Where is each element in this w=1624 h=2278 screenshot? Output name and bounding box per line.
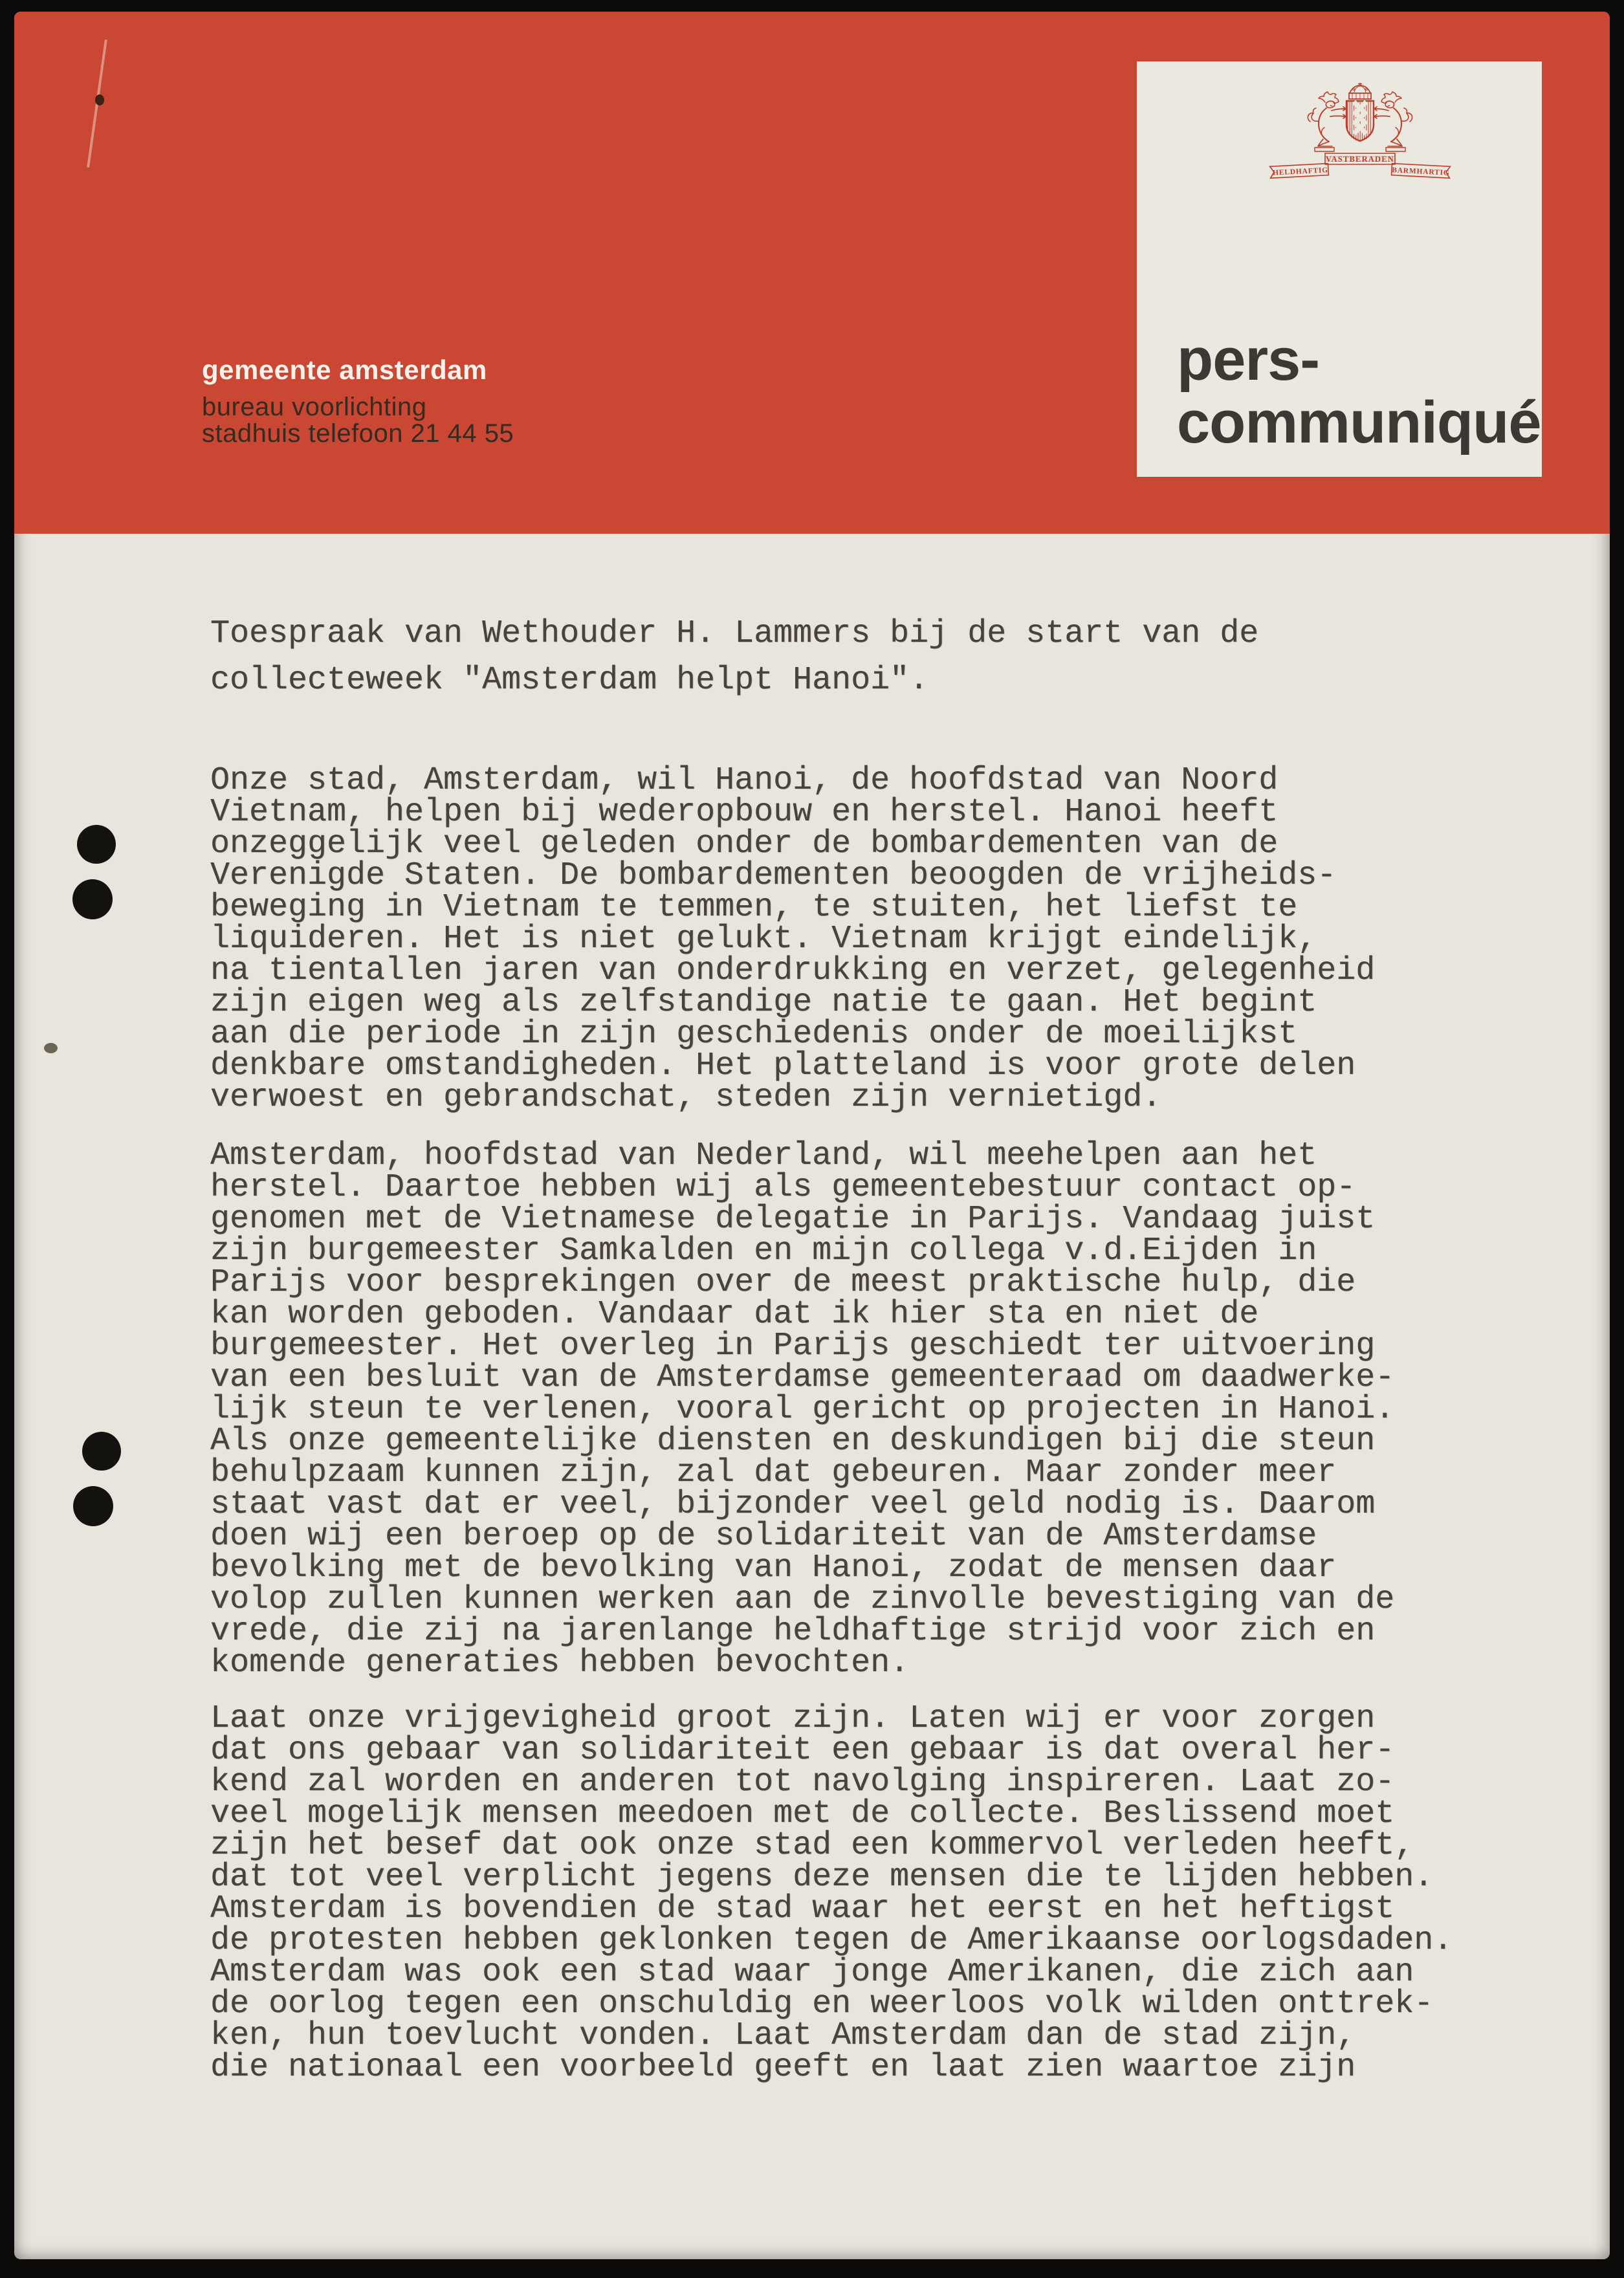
text-line: dat tot veel verplicht jegens deze mensen die te lijden hebben. — [210, 1859, 1434, 1896]
text-line: Laat onze vrijgevigheid groot zijn. Laten wij er voor zorgen — [210, 1700, 1376, 1737]
text-line: zijn burgemeester Samkalden en mijn collega v.d.Eijden in — [210, 1232, 1317, 1269]
text-line: lijk steun te verlenen, vooral gericht op projecten in Hanoi. — [210, 1391, 1395, 1428]
paper-speck — [44, 1043, 58, 1053]
text-line: vrede, die zij na jarenlange heldhaftige strijd voor zich en — [210, 1613, 1376, 1650]
document-type-label — [1177, 329, 1541, 454]
text-line: Verenigde Staten. De bombardementen beoogden de vrijheids- — [210, 857, 1337, 894]
text-line: na tientallen jaren van onderdrukking en verzet, gelegenheid — [210, 952, 1376, 989]
text-line: Amsterdam is bovendien de stad waar het eerst en het heftigst — [210, 1890, 1395, 1927]
text-line: behulpzaam kunnen zijn, zal dat gebeuren. Maar zonder meer — [210, 1454, 1337, 1491]
text-line: Amsterdam was ook een stad waar jonge Amerikanen, die zich aan — [210, 1954, 1414, 1991]
text-line: genomen met de Vietnamese delegatie in Parijs. Vandaag juist — [210, 1201, 1376, 1238]
text-line: zijn eigen weg als zelfstandige natie te gaan. Het begint — [210, 984, 1317, 1021]
text-line: staat vast dat er veel, bijzonder veel geld nodig is. Daarom — [210, 1486, 1376, 1523]
punch-hole — [77, 825, 116, 864]
text-line: denkbare omstandigheden. Het platteland is voor grote delen — [210, 1047, 1356, 1084]
org-name: gemeente amsterdam — [202, 355, 487, 385]
text-line: burgemeester. Het overleg in Parijs geschiedt ter uitvoering — [210, 1328, 1376, 1364]
document-title — [210, 611, 1258, 704]
motto-barmhartig: BARMHARTIG — [1391, 166, 1450, 177]
text-line: de protesten hebben geklonken tegen de Amerikaanse oorlogsdaden. — [210, 1922, 1453, 1959]
text-line: Vietnam, helpen bij wederopbouw en herstel. Hanoi heeft — [210, 794, 1278, 831]
text-line: beweging in Vietnam te temmen, te stuiten, het liefst te — [210, 889, 1298, 926]
text-line: de oorlog tegen een onschuldig en weerloos volk wilden onttrek- — [210, 1986, 1434, 2022]
text-line: kan worden geboden. Vandaar dat ik hier sta en niet de — [210, 1296, 1259, 1333]
punch-hole — [82, 1432, 121, 1471]
text-line: Toespraak van Wethouder H. Lammers bij de start van de — [210, 615, 1259, 652]
paragraph-3 — [210, 1700, 1453, 2086]
text-line: ken, hun toevlucht vonden. Laat Amsterdam dan de stad zijn, — [210, 2017, 1356, 2054]
text-line: van een besluit van de Amsterdamse gemeenteraad om daadwerke- — [210, 1359, 1395, 1396]
paper — [14, 12, 1610, 2259]
text-line: Als onze gemeentelijke diensten en deskundigen bij die steun — [210, 1423, 1376, 1460]
punch-hole — [73, 1486, 113, 1526]
text-line: herstel. Daartoe hebben wij als gemeentebestuur contact op- — [210, 1169, 1356, 1206]
doc-type-line1: pers- — [1177, 327, 1319, 393]
press-release-label-box — [1137, 61, 1542, 477]
paragraph-1 — [210, 762, 1376, 1116]
text-line: Parijs voor besprekingen over de meest praktische hulp, die — [210, 1264, 1356, 1301]
text-line: aan die periode in zijn geschiedenis onder de moeilijkst — [210, 1016, 1298, 1053]
text-line: die nationaal een voorbeeld geeft en laat zien waartoe zijn — [210, 2049, 1356, 2086]
amsterdam-coat-of-arms-icon — [1263, 81, 1457, 194]
motto-heldhaftig: HELDHAFTIG — [1272, 166, 1329, 177]
text-line: zijn het besef dat ook onze stad een kommervol verleden heeft, — [210, 1827, 1414, 1864]
phone-line: stadhuis telefoon 21 44 55 — [202, 419, 514, 448]
text-line: verwoest en gebrandschat, steden zijn vernietigd. — [210, 1079, 1162, 1116]
letterhead — [202, 355, 514, 447]
text-line: komende generaties hebben bevochten. — [210, 1645, 910, 1681]
text-line: collecteweek "Amsterdam helpt Hanoi". — [210, 662, 929, 699]
punch-hole — [72, 879, 113, 919]
text-line: doen wij een beroep op de solidariteit van de Amsterdamse — [210, 1518, 1317, 1555]
text-line: onzeggelijk veel geleden onder de bombardementen van de — [210, 826, 1278, 862]
motto-vastberaden: VASTBERADEN — [1325, 155, 1395, 164]
text-line: dat ons gebaar van solidariteit een gebaar is dat overal her- — [210, 1732, 1395, 1769]
staple-mark — [95, 94, 104, 105]
dept-line: bureau voorlichting — [202, 393, 427, 421]
text-line: liquideren. Het is niet gelukt. Vietnam krijgt eindelijk, — [210, 921, 1317, 958]
text-line: bevolking met de bevolking van Hanoi, zodat de mensen daar — [210, 1550, 1337, 1586]
red-header-band — [14, 12, 1610, 534]
text-line: Amsterdam, hoofdstad van Nederland, wil meehelpen aan het — [210, 1137, 1317, 1174]
paragraph-2 — [210, 1137, 1395, 1681]
text-line: Onze stad, Amsterdam, wil Hanoi, de hoofdstad van Noord — [210, 762, 1278, 799]
doc-type-line2: communiqué — [1177, 389, 1541, 455]
text-line: volop zullen kunnen werken aan de zinvolle bevestiging van de — [210, 1581, 1395, 1618]
text-line: veel mogelijk mensen meedoen met de collecte. Beslissend moet — [210, 1795, 1395, 1832]
text-line: kend zal worden en anderen tot navolging inspireren. Laat zo- — [210, 1764, 1395, 1801]
